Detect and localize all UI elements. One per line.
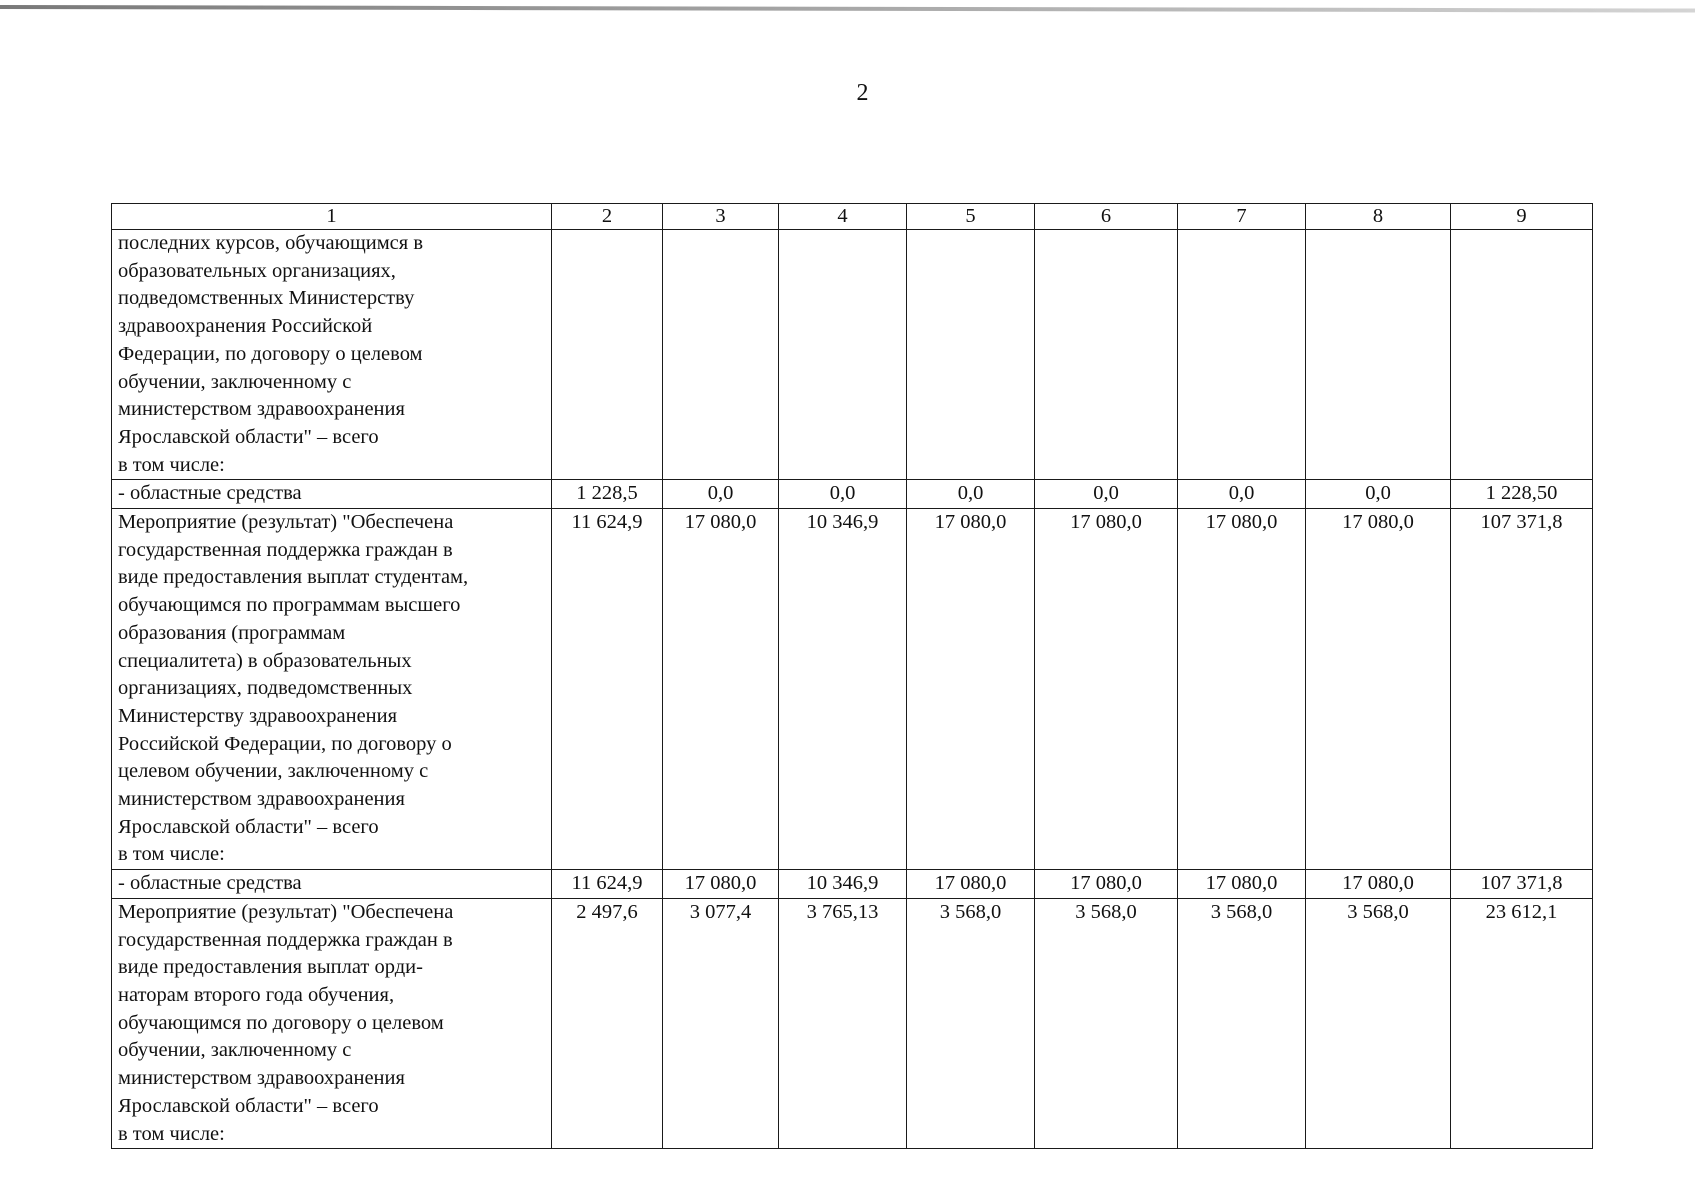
value-cell-col-9: 23 612,1 xyxy=(1451,898,1593,1148)
description-line: Министерству здравоохранения xyxy=(118,704,398,727)
value-cell-col-6 xyxy=(1035,230,1178,480)
description-line: специалитета) в образовательных xyxy=(118,649,412,672)
description-line: в том числе: xyxy=(118,453,225,476)
value-cell-col-4: 0,0 xyxy=(779,480,907,509)
table-row xyxy=(112,509,1593,870)
description-line: Ярославской области" – всего xyxy=(118,1094,379,1117)
value-cell-col-9 xyxy=(1451,230,1593,480)
header-cell-8: 8 xyxy=(1306,204,1451,230)
page-number: 2 xyxy=(856,80,869,106)
description-line: обучающимся по договору о целевом xyxy=(118,1011,444,1034)
value-cell-col-2: 11 624,9 xyxy=(552,509,663,870)
description-line: подведомственных Министерству xyxy=(118,287,415,310)
description-line: государственная поддержка граждан в xyxy=(118,928,453,951)
table-header-row xyxy=(112,204,1593,230)
value-cell-col-3: 3 077,4 xyxy=(663,898,779,1148)
value-cell-col-2: 2 497,6 xyxy=(552,898,663,1148)
description-line: Российской Федерации, по договору о xyxy=(118,732,452,755)
table-row xyxy=(112,480,1593,509)
description-line: виде предоставления выплат орди- xyxy=(118,956,423,979)
description-line: в том числе: xyxy=(118,1122,225,1145)
table-row xyxy=(112,898,1593,1148)
value-cell-col-7: 17 080,0 xyxy=(1178,870,1306,899)
description-line: Федерации, по договору о целевом xyxy=(118,342,423,365)
value-cell-col-6: 0,0 xyxy=(1035,480,1178,509)
value-cell-col-6: 17 080,0 xyxy=(1035,509,1178,870)
description-line: образования (программам xyxy=(118,621,346,644)
header-cell-3: 3 xyxy=(663,204,779,230)
description-line: в том числе: xyxy=(118,843,225,866)
scan-edge-line xyxy=(0,5,1695,13)
description-line: министерством здравоохранения xyxy=(118,398,405,421)
description-line: Мероприятие (результат) "Обеспечена xyxy=(118,511,454,534)
description-line: Мероприятие (результат) "Обеспечена xyxy=(118,900,454,923)
description-line: обучении, заключенному с xyxy=(118,370,352,393)
header-cell-9: 9 xyxy=(1451,204,1593,230)
value-cell-col-3 xyxy=(663,230,779,480)
value-cell-col-3: 17 080,0 xyxy=(663,870,779,899)
description-line: Ярославской области" – всего xyxy=(118,425,379,448)
value-cell-col-8 xyxy=(1306,230,1451,480)
value-cell-col-5: 3 568,0 xyxy=(907,898,1035,1148)
value-cell-col-8: 0,0 xyxy=(1306,480,1451,509)
description-line: министерством здравоохранения xyxy=(118,788,405,811)
value-cell-col-8: 17 080,0 xyxy=(1306,870,1451,899)
description-line: Ярославской области" – всего xyxy=(118,815,379,838)
description-line: государственная поддержка граждан в xyxy=(118,538,453,561)
value-cell-col-6: 3 568,0 xyxy=(1035,898,1178,1148)
description-line: обучении, заключенному с xyxy=(118,1039,352,1062)
row-description xyxy=(112,870,552,899)
table-row xyxy=(112,870,1593,899)
value-cell-col-4 xyxy=(779,230,907,480)
header-cell-5: 5 xyxy=(907,204,1035,230)
value-cell-col-7 xyxy=(1178,230,1306,480)
value-cell-col-7: 3 568,0 xyxy=(1178,898,1306,1148)
description-line: здравоохранения Российской xyxy=(118,315,373,338)
description-line: целевом обучении, заключенному с xyxy=(118,760,429,783)
row-description xyxy=(112,480,552,509)
value-cell-col-5: 17 080,0 xyxy=(907,509,1035,870)
value-cell-col-3: 0,0 xyxy=(663,480,779,509)
description-line: министерством здравоохранения xyxy=(118,1067,405,1090)
description-line: - областные средства xyxy=(118,872,302,895)
budget-table xyxy=(111,203,1593,1149)
description-line: последних курсов, обучающимся в xyxy=(118,232,424,254)
description-line: наторам второго года обучения, xyxy=(118,983,395,1006)
value-cell-col-7: 0,0 xyxy=(1178,480,1306,509)
description-line: виде предоставления выплат студентам, xyxy=(118,566,469,589)
header-cell-7: 7 xyxy=(1178,204,1306,230)
header-cell-4: 4 xyxy=(779,204,907,230)
value-cell-col-8: 3 568,0 xyxy=(1306,898,1451,1148)
row-description xyxy=(112,898,552,1148)
table-body xyxy=(112,204,1593,1149)
value-cell-col-2 xyxy=(552,230,663,480)
row-description xyxy=(112,230,552,480)
value-cell-col-6: 17 080,0 xyxy=(1035,870,1178,899)
value-cell-col-4: 3 765,13 xyxy=(779,898,907,1148)
header-cell-6: 6 xyxy=(1035,204,1178,230)
value-cell-col-9: 107 371,8 xyxy=(1451,509,1593,870)
value-cell-col-3: 17 080,0 xyxy=(663,509,779,870)
value-cell-col-8: 17 080,0 xyxy=(1306,509,1451,870)
description-line: - областные средства xyxy=(118,482,302,505)
value-cell-col-2: 1 228,5 xyxy=(552,480,663,509)
value-cell-col-4: 10 346,9 xyxy=(779,509,907,870)
table-row xyxy=(112,230,1593,480)
description-line: организациях, подведомственных xyxy=(118,677,413,700)
value-cell-col-7: 17 080,0 xyxy=(1178,509,1306,870)
description-line: обучающимся по программам высшего xyxy=(118,594,461,617)
value-cell-col-4: 10 346,9 xyxy=(779,870,907,899)
description-line: образовательных организациях, xyxy=(118,259,396,282)
header-cell-2: 2 xyxy=(552,204,663,230)
value-cell-col-2: 11 624,9 xyxy=(552,870,663,899)
value-cell-col-5: 17 080,0 xyxy=(907,870,1035,899)
value-cell-col-5: 0,0 xyxy=(907,480,1035,509)
row-description xyxy=(112,509,552,870)
value-cell-col-9: 107 371,8 xyxy=(1451,870,1593,899)
value-cell-col-9: 1 228,50 xyxy=(1451,480,1593,509)
value-cell-col-5 xyxy=(907,230,1035,480)
header-cell-1: 1 xyxy=(112,204,552,230)
